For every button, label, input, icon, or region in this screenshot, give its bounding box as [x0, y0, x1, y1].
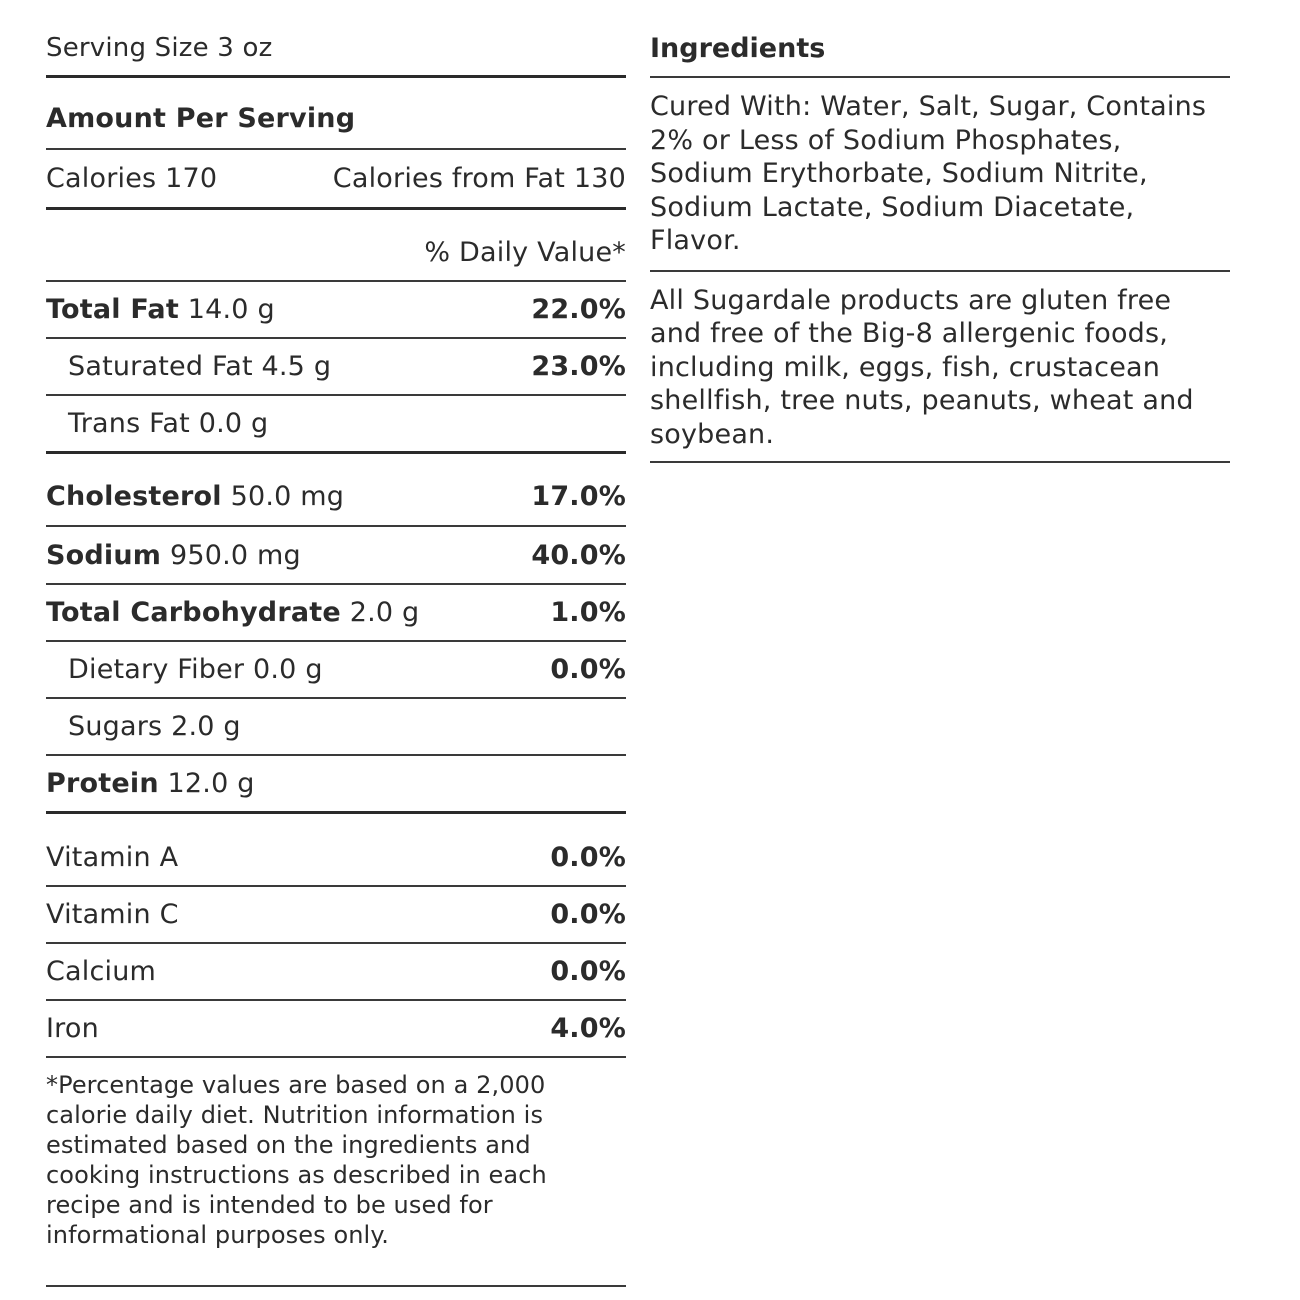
- vitamin-dv: 4.0%: [550, 1013, 626, 1044]
- nutrient-amount: 14.0 g: [187, 294, 275, 325]
- nutrient-row-sugars: [46, 699, 626, 756]
- daily-value-header: % Daily Value*: [424, 236, 626, 268]
- nutrient-name: Trans Fat 0.0 g: [68, 408, 269, 439]
- nutrient-dv: 40.0%: [531, 539, 626, 571]
- nutrient-row-cholesterol: [46, 454, 626, 527]
- nutrient-name: Cholesterol: [46, 481, 222, 512]
- nutrient-amount: 950.0 mg: [169, 539, 301, 571]
- calories-value: Calories 170: [46, 163, 218, 194]
- daily-value-footnote: *Percentage values are based on a 2,000 calorie daily diet. Nutrition information is estimated based on the ingredients and cooking instructions as described in each recipe and is intended to be used for informational purposes only.: [46, 1071, 547, 1249]
- nutrient-row-sodium: [46, 527, 626, 585]
- nutrient-name: Total Fat: [46, 294, 179, 325]
- vitamin-row-vitamin-a: [46, 814, 626, 887]
- amount-per-serving-heading: Amount Per Serving: [46, 102, 356, 134]
- vitamin-dv: 0.0%: [550, 842, 626, 873]
- vitamin-row-calcium: [46, 944, 626, 1001]
- nutrient-row-trans-fat: [46, 396, 626, 454]
- vitamin-dv: 0.0%: [550, 956, 626, 987]
- nutrient-row-dietary-fiber: [46, 642, 626, 699]
- nutrient-name: Saturated Fat 4.5 g: [68, 351, 332, 382]
- serving-size-row: [46, 0, 626, 78]
- allergen-statement: All Sugardale products are gluten free and free of the Big-8 allergenic foods, including milk, eggs, fish, crustacean shellfish, tree nuts, peanuts, wheat and soybean.: [650, 272, 1230, 464]
- vitamin-name: Calcium: [46, 956, 157, 987]
- vitamin-name: Vitamin A: [46, 842, 179, 873]
- calories-from-fat: Calories from Fat 130: [332, 163, 626, 194]
- nutrient-dv: 22.0%: [531, 294, 626, 325]
- nutrient-row-protein: [46, 756, 626, 814]
- calories-row: [46, 150, 626, 210]
- vitamin-row-iron: [46, 1001, 626, 1058]
- nutrient-row-total-fat: [46, 282, 626, 339]
- nutrient-dv: 23.0%: [531, 351, 626, 382]
- amount-per-serving-row: [46, 78, 626, 150]
- bottom-divider: [46, 1285, 626, 1287]
- nutrient-row-total-carbohydrate: [46, 585, 626, 642]
- nutrient-amount: 50.0 mg: [230, 481, 345, 512]
- nutrient-name: Total Carbohydrate: [46, 597, 341, 628]
- nutrient-dv: 17.0%: [531, 481, 626, 512]
- vitamin-name: Iron: [46, 1013, 99, 1044]
- nutrition-facts-panel: [46, 0, 626, 1250]
- daily-value-header-row: [46, 210, 626, 282]
- ingredients-text: Cured With: Water, Salt, Sugar, Contains 2% or Less of Sodium Phosphates, Sodium Erythorbate, Sodium Nitrite, Sodium Lactate, Sodium Diacetate, Flavor.: [650, 78, 1230, 272]
- ingredients-panel: [650, 0, 1230, 463]
- nutrient-amount: 2.0 g: [349, 597, 420, 628]
- serving-size: Serving Size 3 oz: [46, 33, 273, 63]
- vitamin-row-vitamin-c: [46, 887, 626, 944]
- nutrient-name: Dietary Fiber 0.0 g: [68, 654, 323, 685]
- nutrient-dv: 0.0%: [550, 654, 626, 685]
- vitamin-name: Vitamin C: [46, 899, 179, 930]
- nutrient-dv: 1.0%: [550, 597, 626, 628]
- vitamin-dv: 0.0%: [550, 899, 626, 930]
- nutrient-name: Sodium: [46, 539, 162, 571]
- ingredients-title: Ingredients: [650, 0, 1230, 78]
- nutrient-amount: 12.0 g: [167, 768, 255, 799]
- nutrient-row-saturated-fat: [46, 339, 626, 396]
- nutrient-name: Protein: [46, 768, 159, 799]
- nutrient-name: Sugars 2.0 g: [68, 711, 241, 742]
